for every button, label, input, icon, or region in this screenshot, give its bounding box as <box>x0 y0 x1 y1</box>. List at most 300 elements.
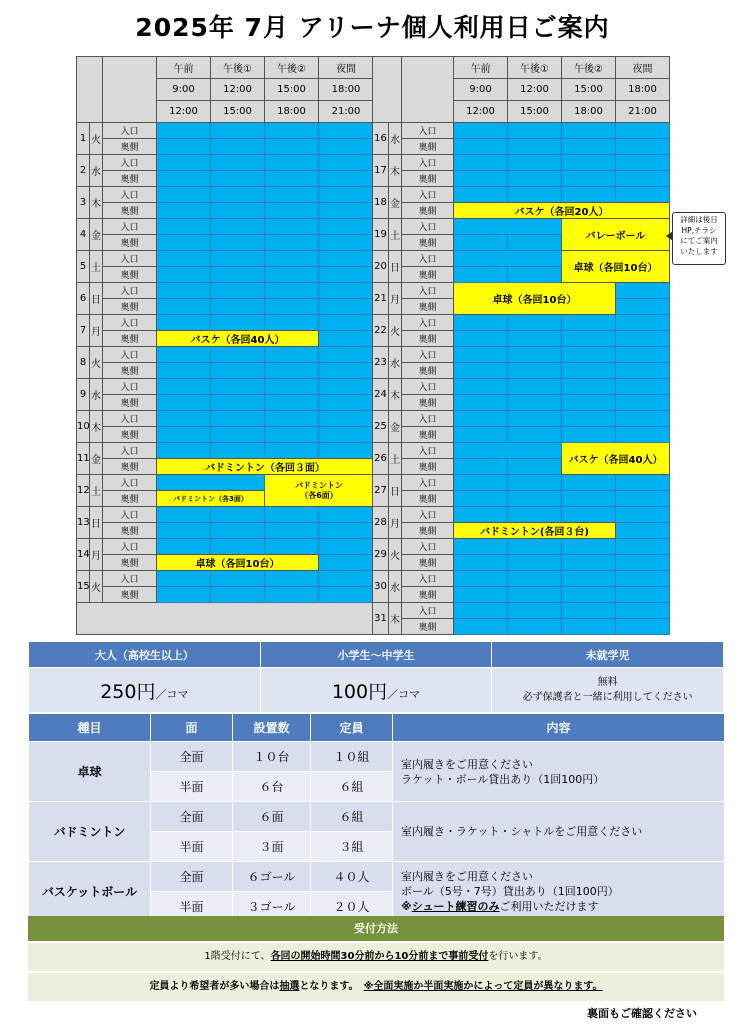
slot-cell <box>508 235 562 251</box>
slot-cell <box>562 331 616 347</box>
slot-cell <box>454 539 508 555</box>
slot-cell <box>508 155 562 171</box>
slot-cell <box>454 155 508 171</box>
day-number: 26 <box>373 443 389 475</box>
slot-cell <box>211 187 265 203</box>
slot-cell <box>616 587 670 603</box>
slot-cell <box>562 171 616 187</box>
area-label: 入口 <box>103 187 157 203</box>
slot-cell <box>562 587 616 603</box>
sport-badminton: バドミントン <box>29 802 151 862</box>
day-row <box>77 299 374 315</box>
slot-end: 12:00 <box>157 101 211 123</box>
capacity: ３組 <box>311 832 393 862</box>
slot-cell <box>157 475 265 491</box>
slot-name: 午前 <box>454 57 508 79</box>
price-header-infant: 未就学児 <box>492 642 724 668</box>
slot-cell <box>157 203 211 219</box>
content-line: 室内履きをご用意ください <box>401 870 533 883</box>
slot-start: 12:00 <box>508 79 562 101</box>
area-label: 入口 <box>103 251 157 267</box>
area-label: 奥側 <box>402 459 454 475</box>
day-row <box>373 379 670 395</box>
day-row <box>77 427 374 443</box>
slot-name: 午前 <box>157 57 211 79</box>
callout-line: HP,チラシ <box>681 225 717 235</box>
event-label: バドミントン(各回３台) <box>454 523 616 539</box>
area-label: 奥側 <box>402 299 454 315</box>
slot-cell <box>562 395 616 411</box>
slot-cell <box>319 315 374 331</box>
empty-cell <box>77 603 374 635</box>
area-label: 入口 <box>103 379 157 395</box>
slot-cell <box>562 315 616 331</box>
event-line: （各6面） <box>300 490 338 500</box>
day-of-week: 月 <box>90 315 103 347</box>
area-label: 奥側 <box>103 203 157 219</box>
event-label: バスケ（各回40人） <box>157 331 319 347</box>
day-number: 30 <box>373 571 389 603</box>
col-content: 内容 <box>393 714 725 742</box>
event-label: 卓球（各回10台） <box>157 555 319 571</box>
price-unit: ／コマ <box>387 687 421 701</box>
slot-cell <box>265 507 319 523</box>
event-label: バスケ（各回20人） <box>454 203 670 219</box>
slot-cell <box>616 539 670 555</box>
slot-cell <box>508 315 562 331</box>
event-label: バドミントン（各3面） <box>157 491 265 507</box>
slot-cell <box>319 331 374 347</box>
slot-cell <box>454 475 508 491</box>
slot-end: 21:00 <box>319 101 374 123</box>
day-number: 11 <box>77 443 90 475</box>
slot-cell <box>616 139 670 155</box>
slot-end: 18:00 <box>265 101 319 123</box>
area-label: 奥側 <box>103 491 157 507</box>
slot-start: 9:00 <box>454 79 508 101</box>
slot-cell <box>265 347 319 363</box>
header-corner <box>373 57 402 123</box>
area-label: 入口 <box>402 507 454 523</box>
slot-cell <box>508 427 562 443</box>
day-number: 7 <box>77 315 90 347</box>
area-label: 奥側 <box>402 139 454 155</box>
day-number: 29 <box>373 539 389 571</box>
slot-start: 9:00 <box>157 79 211 101</box>
day-row <box>77 523 374 539</box>
area-label: 入口 <box>402 347 454 363</box>
area-label: 入口 <box>402 379 454 395</box>
day-number: 20 <box>373 251 389 283</box>
day-of-week: 金 <box>90 219 103 251</box>
area-label: 奥側 <box>103 171 157 187</box>
slot-cell <box>157 427 211 443</box>
slot-cell <box>211 379 265 395</box>
col-court: 面 <box>151 714 233 742</box>
area-label: 入口 <box>103 443 157 459</box>
slot-cell <box>319 571 374 587</box>
area-label: 奥側 <box>402 171 454 187</box>
slot-start: 15:00 <box>265 79 319 101</box>
day-row <box>373 411 670 427</box>
day-row <box>77 571 374 587</box>
day-row <box>373 395 670 411</box>
day-row <box>373 283 670 299</box>
reception-text: 定員より希望者が多い場合は <box>149 981 280 992</box>
slot-cell <box>319 139 374 155</box>
capacity: ６組 <box>311 772 393 802</box>
slot-start: 18:00 <box>616 79 670 101</box>
day-row <box>77 251 374 267</box>
slot-cell <box>211 235 265 251</box>
price-infant <box>492 668 724 713</box>
slot-cell <box>562 475 616 491</box>
slot-cell <box>319 123 374 139</box>
day-row <box>77 171 374 187</box>
slot-cell <box>616 155 670 171</box>
day-row <box>373 619 670 635</box>
slot-cell <box>616 619 670 635</box>
slot-cell <box>454 411 508 427</box>
day-of-week: 月 <box>389 507 402 539</box>
day-number: 8 <box>77 347 90 379</box>
slot-cell <box>454 603 508 619</box>
slot-cell <box>157 219 211 235</box>
slot-cell <box>157 155 211 171</box>
day-row <box>373 571 670 587</box>
day-row <box>77 203 374 219</box>
slot-cell <box>265 251 319 267</box>
event-label: 卓球（各回10台） <box>562 251 670 283</box>
slot-cell <box>616 283 670 299</box>
day-row <box>77 283 374 299</box>
day-row <box>373 219 670 235</box>
slot-cell <box>319 203 374 219</box>
day-number: 12 <box>77 475 90 507</box>
slot-cell <box>319 363 374 379</box>
slot-cell <box>562 555 616 571</box>
area-label: 奥側 <box>402 619 454 635</box>
slot-cell <box>157 443 211 459</box>
lottery-text: 抽選 <box>279 981 300 992</box>
day-row <box>373 603 670 619</box>
area-label: 奥側 <box>103 139 157 155</box>
day-of-week: 木 <box>389 379 402 411</box>
day-row <box>77 235 374 251</box>
slot-cell <box>265 363 319 379</box>
day-of-week: 月 <box>90 539 103 571</box>
callout-line: いたします <box>680 246 718 256</box>
slot-cell <box>562 491 616 507</box>
slot-cell <box>508 587 562 603</box>
slot-cell <box>454 219 562 235</box>
day-number: 18 <box>373 187 389 219</box>
day-row <box>77 539 374 555</box>
day-row <box>77 347 374 363</box>
day-row <box>77 443 374 459</box>
header-area <box>402 57 454 123</box>
day-row <box>373 363 670 379</box>
slot-cell <box>319 427 374 443</box>
slot-cell <box>508 603 562 619</box>
slot-cell <box>265 283 319 299</box>
area-label: 入口 <box>402 443 454 459</box>
day-row <box>373 123 670 139</box>
count: ３ゴール <box>233 892 311 922</box>
price-infant-value: 無料 <box>597 677 618 688</box>
area-label: 入口 <box>103 283 157 299</box>
day-number: 1 <box>77 123 90 155</box>
slot-cell <box>454 363 508 379</box>
day-row <box>77 363 374 379</box>
slot-cell <box>562 571 616 587</box>
day-of-week: 土 <box>389 219 402 251</box>
slot-cell <box>454 235 508 251</box>
day-row <box>77 459 374 475</box>
day-number: 6 <box>77 283 90 315</box>
reception-emphasis: 各回の開始時間30分前から10分前まで事前受付 <box>270 951 489 962</box>
header-corner <box>77 57 103 123</box>
slot-cell <box>157 187 211 203</box>
day-of-week: 日 <box>90 507 103 539</box>
day-number: 24 <box>373 379 389 411</box>
slot-cell <box>508 475 562 491</box>
slot-cell <box>319 171 374 187</box>
slot-cell <box>211 299 265 315</box>
area-label: 入口 <box>402 315 454 331</box>
day-number: 27 <box>373 475 389 507</box>
area-label: 奥側 <box>103 427 157 443</box>
day-of-week: 月 <box>389 283 402 315</box>
slot-cell <box>265 427 319 443</box>
header-area <box>103 57 157 123</box>
slot-cell <box>616 411 670 427</box>
slot-cell <box>616 331 670 347</box>
slot-cell <box>616 475 670 491</box>
slot-cell <box>508 459 562 475</box>
slot-cell <box>562 539 616 555</box>
day-row <box>373 507 670 523</box>
slot-cell <box>319 219 374 235</box>
area-label: 奥側 <box>402 203 454 219</box>
day-number: 4 <box>77 219 90 251</box>
area-label: 入口 <box>103 123 157 139</box>
slot-cell <box>319 267 374 283</box>
footer-note: 裏面もご確認ください <box>587 1007 697 1020</box>
area-label: 奥側 <box>402 331 454 347</box>
note-mark: ※ <box>401 900 412 913</box>
slot-cell <box>508 139 562 155</box>
area-label: 奥側 <box>402 587 454 603</box>
area-label: 入口 <box>402 155 454 171</box>
day-row <box>373 491 670 507</box>
slot-cell <box>319 539 374 555</box>
price-unit: ／コマ <box>155 687 189 701</box>
slot-cell <box>157 267 211 283</box>
slot-cell <box>562 603 616 619</box>
slot-cell <box>454 379 508 395</box>
slot-cell <box>454 171 508 187</box>
day-row <box>77 187 374 203</box>
area-label: 入口 <box>402 251 454 267</box>
slot-name: 夜間 <box>319 57 374 79</box>
slot-cell <box>157 283 211 299</box>
area-label: 奥側 <box>103 331 157 347</box>
reception-line-1 <box>28 943 724 971</box>
slot-cell <box>508 267 562 283</box>
area-label: 入口 <box>103 219 157 235</box>
slot-cell <box>454 123 508 139</box>
content-line: ラケット・ボール貸出あり（1回100円） <box>401 772 605 786</box>
count: １０台 <box>233 742 311 772</box>
slot-cell <box>265 523 319 539</box>
slot-cell <box>454 491 508 507</box>
day-row <box>77 411 374 427</box>
content-badminton <box>393 802 725 862</box>
day-of-week: 火 <box>90 347 103 379</box>
sport-basketball: バスケットボール <box>29 862 151 922</box>
day-row <box>77 219 374 235</box>
day-number: 3 <box>77 187 90 219</box>
day-row <box>373 187 670 203</box>
slot-cell <box>562 187 616 203</box>
day-number: 31 <box>373 603 389 635</box>
slot-end: 15:00 <box>211 101 265 123</box>
day-row <box>373 155 670 171</box>
price-table <box>28 641 724 713</box>
slot-cell <box>157 507 211 523</box>
slot-cell <box>157 395 211 411</box>
area-label: 奥側 <box>103 587 157 603</box>
day-row <box>77 123 374 139</box>
day-number: 22 <box>373 315 389 347</box>
note-text: ご利用いただけます <box>499 900 599 913</box>
slot-cell <box>265 571 319 587</box>
area-label: 入口 <box>402 283 454 299</box>
area-label: 奥側 <box>402 235 454 251</box>
day-number: 2 <box>77 155 90 187</box>
area-label: 奥側 <box>402 555 454 571</box>
slot-cell <box>319 283 374 299</box>
slot-cell <box>454 315 508 331</box>
slot-cell <box>562 155 616 171</box>
day-row <box>373 523 670 539</box>
slot-cell <box>157 363 211 379</box>
slot-cell <box>157 251 211 267</box>
slot-cell <box>211 443 265 459</box>
slot-cell <box>157 379 211 395</box>
slot-cell <box>265 379 319 395</box>
slot-cell <box>211 411 265 427</box>
reception-title: 受付方法 <box>28 916 724 941</box>
slot-cell <box>454 139 508 155</box>
content-tabletennis <box>393 742 725 802</box>
area-label: 奥側 <box>402 427 454 443</box>
slot-cell <box>211 155 265 171</box>
event-label <box>265 475 374 507</box>
reception-text: を行います。 <box>488 951 548 962</box>
slot-cell <box>562 139 616 155</box>
slot-cell <box>157 235 211 251</box>
area-label: 奥側 <box>103 299 157 315</box>
slot-cell <box>157 299 211 315</box>
day-number: 25 <box>373 411 389 443</box>
day-number: 23 <box>373 347 389 379</box>
slot-end: 15:00 <box>508 101 562 123</box>
slot-cell <box>265 411 319 427</box>
slot-start: 12:00 <box>211 79 265 101</box>
day-row <box>77 267 374 283</box>
slot-name: 午後① <box>508 57 562 79</box>
slot-cell <box>616 123 670 139</box>
day-row <box>373 203 670 219</box>
day-of-week: 金 <box>389 187 402 219</box>
slot-cell <box>616 299 670 315</box>
slot-cell <box>562 507 616 523</box>
slot-cell <box>319 555 374 571</box>
slot-cell <box>454 459 508 475</box>
slot-start: 15:00 <box>562 79 616 101</box>
day-of-week: 金 <box>389 411 402 443</box>
area-label: 奥側 <box>402 267 454 283</box>
day-row <box>77 507 374 523</box>
day-row <box>77 331 374 347</box>
day-of-week: 火 <box>389 539 402 571</box>
area-label: 入口 <box>402 603 454 619</box>
slot-cell <box>265 395 319 411</box>
day-of-week: 土 <box>90 475 103 507</box>
slot-cell <box>508 555 562 571</box>
col-capacity: 定員 <box>311 714 393 742</box>
slot-cell <box>454 187 508 203</box>
slot-cell <box>319 587 374 603</box>
day-row <box>77 475 374 491</box>
slot-cell <box>211 267 265 283</box>
area-label: 入口 <box>402 187 454 203</box>
slot-cell <box>319 251 374 267</box>
day-number: 9 <box>77 379 90 411</box>
slot-cell <box>157 411 211 427</box>
court-half: 半面 <box>151 832 233 862</box>
event-label: 卓球（各回10台） <box>454 283 616 315</box>
slot-cell <box>562 427 616 443</box>
slot-cell <box>211 347 265 363</box>
slot-cell <box>319 443 374 459</box>
slot-cell <box>211 571 265 587</box>
day-number: 13 <box>77 507 90 539</box>
area-label: 奥側 <box>402 363 454 379</box>
slot-cell <box>508 331 562 347</box>
slot-cell <box>157 315 211 331</box>
day-number: 16 <box>373 123 389 155</box>
slot-cell <box>454 555 508 571</box>
count: ６台 <box>233 772 311 802</box>
slot-cell <box>157 539 211 555</box>
area-label: 入口 <box>103 347 157 363</box>
slot-cell <box>265 171 319 187</box>
capacity: １０組 <box>311 742 393 772</box>
court-half: 半面 <box>151 892 233 922</box>
day-row <box>373 539 670 555</box>
area-label: 入口 <box>103 411 157 427</box>
day-row <box>373 347 670 363</box>
slot-cell <box>454 507 508 523</box>
slot-cell <box>508 571 562 587</box>
area-label: 奥側 <box>402 395 454 411</box>
slot-name: 午後② <box>562 57 616 79</box>
slot-cell <box>562 347 616 363</box>
area-label: 奥側 <box>103 523 157 539</box>
